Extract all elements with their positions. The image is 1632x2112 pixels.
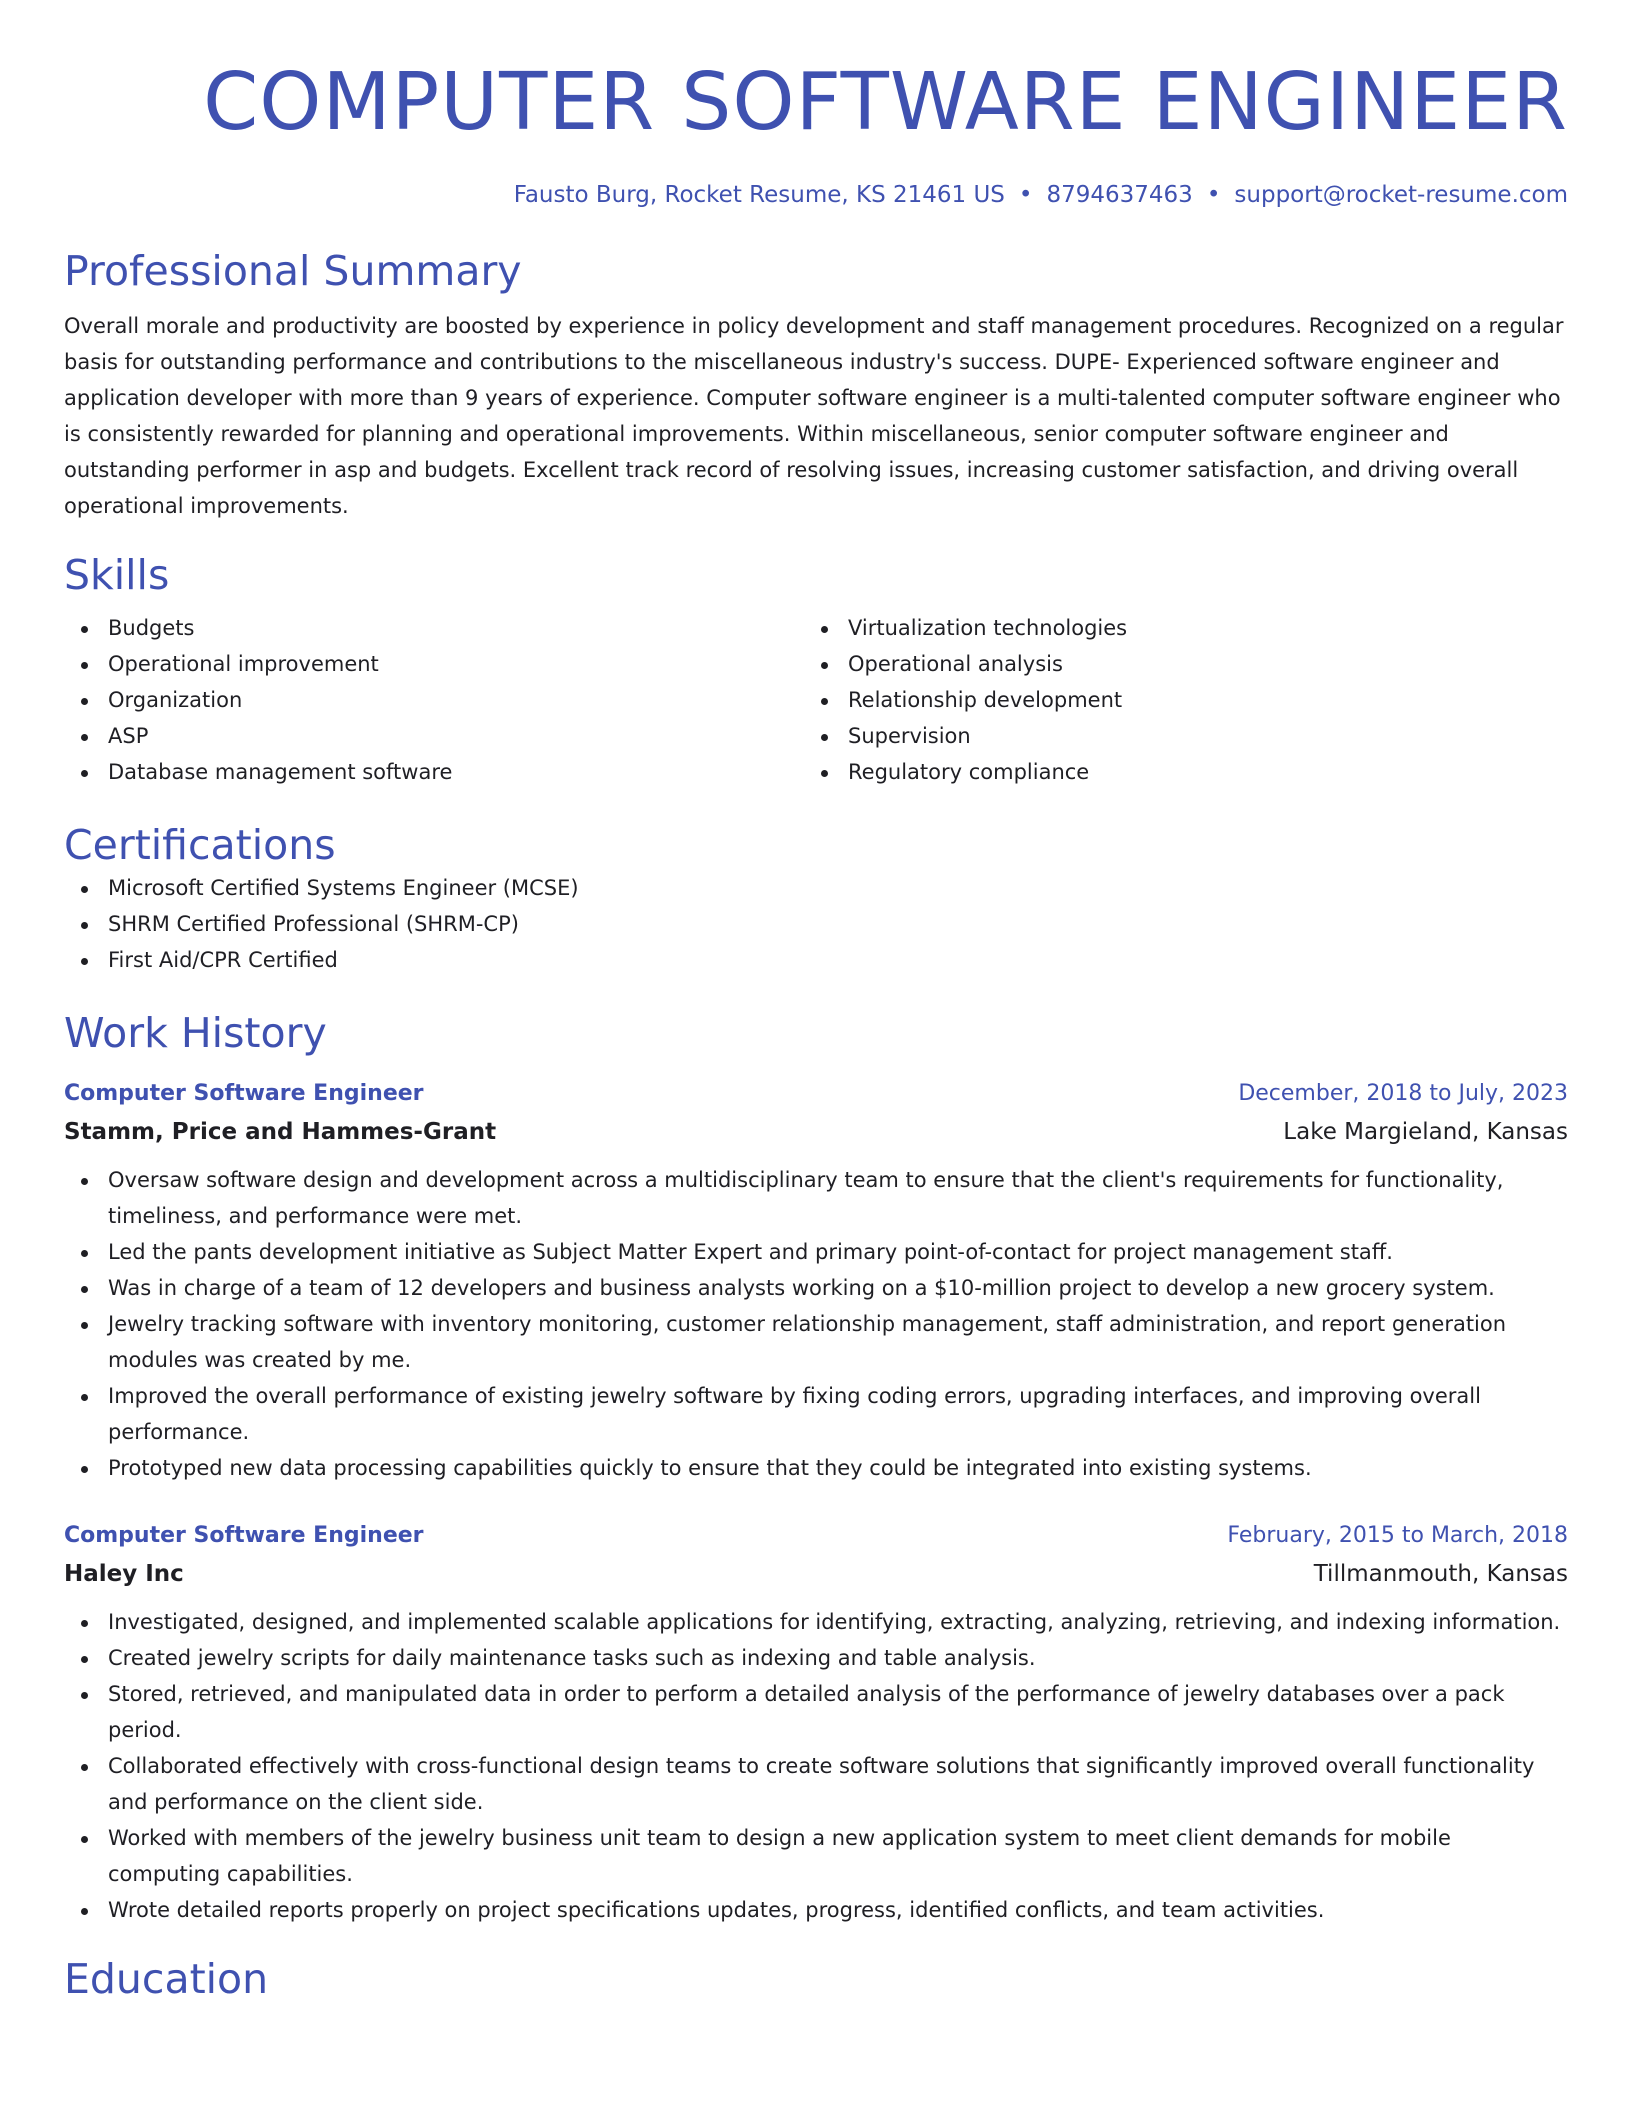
job-bullet: Created jewelry scripts for daily maintenance tasks such as indexing and table analysis.	[64, 1640, 1568, 1676]
contact-address: Fausto Burg, Rocket Resume, KS 21461 US	[513, 182, 1005, 208]
skill-item: Organization	[64, 682, 804, 718]
job-bullet: Wrote detailed reports properly on project specifications updates, progress, identified conflicts, and team activities.	[64, 1892, 1568, 1928]
job-dates: February, 2015 to March, 2018	[1227, 1523, 1568, 1548]
skills-heading: Skills	[64, 551, 170, 599]
job-bullet: Led the pants development initiative as Subject Matter Expert and primary point-of-contact for project management staff.	[64, 1234, 1568, 1270]
job-bullets	[64, 1604, 1568, 1928]
skill-item: Operational improvement	[64, 646, 804, 682]
job-bullet: Collaborated effectively with cross-functional design teams to create software solutions that significantly improved overall functionality and performance on the client side.	[64, 1748, 1568, 1820]
contact-separator: •	[1018, 182, 1033, 208]
job-header-row	[64, 1076, 1568, 1112]
job-bullet: Oversaw software design and development across a multidisciplinary team to ensure that the client's requirements for functionality, timeliness, and performance were met.	[64, 1162, 1568, 1234]
skill-item: Virtualization technologies	[804, 610, 1544, 646]
job-title: Computer Software Engineer	[64, 1523, 424, 1548]
job-bullet: Jewelry tracking software with inventory monitoring, customer relationship management, staff administration, and report generation modules was created by me.	[64, 1306, 1568, 1378]
job-company-row	[64, 1554, 1568, 1594]
skill-item: ASP	[64, 718, 804, 754]
job-bullet: Stored, retrieved, and manipulated data in order to perform a detailed analysis of the performance of jewelry databases over a pack period.	[64, 1676, 1568, 1748]
job-location: Lake Margieland, Kansas	[1283, 1119, 1568, 1145]
resume-title: COMPUTER SOFTWARE ENGINEER	[203, 56, 1568, 148]
job-company-row	[64, 1112, 1568, 1152]
job-company: Haley Inc	[64, 1561, 184, 1587]
contact-separator: •	[1206, 182, 1221, 208]
job-location: Tillmanmouth, Kansas	[1313, 1561, 1568, 1587]
skills-grid	[64, 610, 1568, 790]
job-bullet: Investigated, designed, and implemented scalable applications for identifying, extracting, analyzing, retrieving, and indexing information.	[64, 1604, 1568, 1640]
summary-heading: Professional Summary	[64, 247, 522, 295]
job-entry	[64, 1518, 1568, 1928]
certification-item: Microsoft Certified Systems Engineer (MCSE)	[64, 870, 1568, 906]
skills-list-left	[64, 610, 804, 790]
skills-column-right	[804, 610, 1544, 790]
skills-list-right	[804, 610, 1544, 790]
job-dates: December, 2018 to July, 2023	[1238, 1081, 1568, 1106]
certification-item: SHRM Certified Professional (SHRM-CP)	[64, 906, 1568, 942]
skills-column-left	[64, 610, 804, 790]
job-bullets	[64, 1162, 1568, 1486]
contact-phone: 8794637463	[1046, 182, 1193, 208]
certifications-heading: Certifications	[64, 821, 336, 869]
summary-text: Overall morale and productivity are boosted by experience in policy development and staff management procedures. Recognized on a regular basis for outstanding performance and contributions to the miscellaneous industry's success. DUPE- Experienced software engineer and application developer with more than 9 years of experience. Computer software engineer is a multi-talented computer software engineer who is consistently rewarded for planning and operational improvements. Within miscellaneous, senior computer software engineer and outstanding performer in asp and budgets. Excellent track record of resolving issues, increasing customer satisfaction, and driving overall operational improvements.	[64, 314, 1564, 518]
job-header-row	[64, 1518, 1568, 1554]
skill-item: Relationship development	[804, 682, 1544, 718]
certification-item: First Aid/CPR Certified	[64, 942, 1568, 978]
job-company: Stamm, Price and Hammes-Grant	[64, 1119, 497, 1145]
job-entry	[64, 1076, 1568, 1486]
education-heading: Education	[64, 1955, 269, 2003]
skill-item: Supervision	[804, 718, 1544, 754]
skill-item: Operational analysis	[804, 646, 1544, 682]
skill-item: Regulatory compliance	[804, 754, 1544, 790]
contact-email: support@rocket-resume.com	[1234, 182, 1568, 208]
job-bullet: Improved the overall performance of existing jewelry software by fixing coding errors, upgrading interfaces, and improving overall performance.	[64, 1378, 1568, 1450]
skill-item: Budgets	[64, 610, 804, 646]
job-bullet: Worked with members of the jewelry business unit team to design a new application system to meet client demands for mobile computing capabilities.	[64, 1820, 1568, 1892]
job-bullet: Prototyped new data processing capabilities quickly to ensure that they could be integrated into existing systems.	[64, 1450, 1568, 1486]
job-bullet: Was in charge of a team of 12 developers and business analysts working on a $10-million project to develop a new grocery system.	[64, 1270, 1568, 1306]
job-title: Computer Software Engineer	[64, 1081, 424, 1106]
contact-line	[64, 180, 1568, 210]
work-history-heading: Work History	[64, 1009, 327, 1057]
certifications-list	[64, 870, 1568, 978]
skill-item: Database management software	[64, 754, 804, 790]
